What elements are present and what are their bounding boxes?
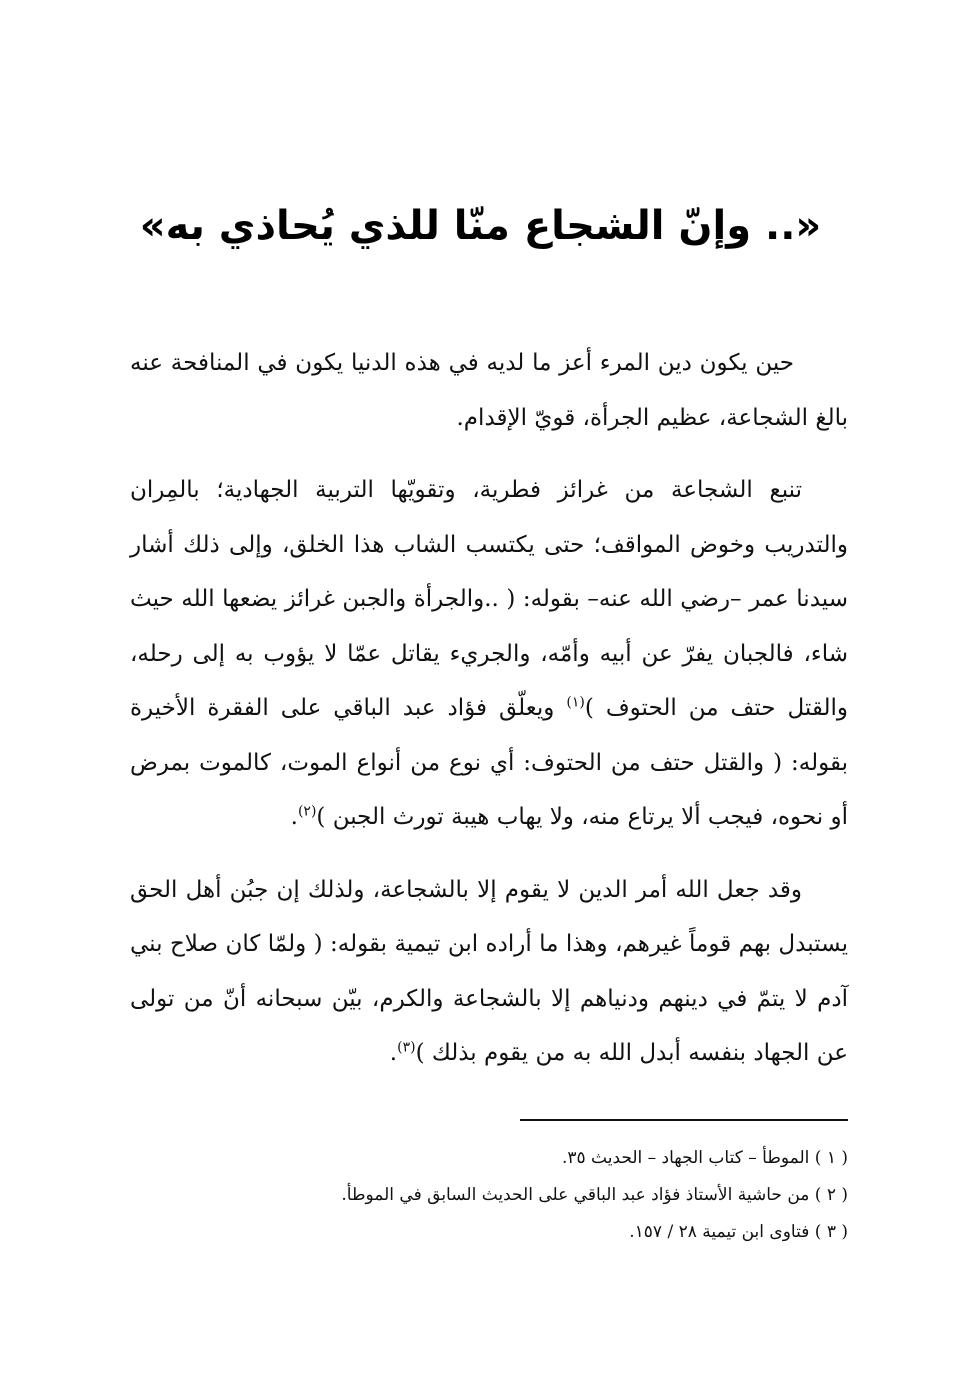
footnote-divider: [520, 1119, 848, 1121]
paragraph-1: [130, 336, 848, 445]
footnote-ref-2: (٢): [297, 803, 317, 820]
footnotes: [130, 1140, 848, 1251]
footnote-3: ( ٣ ) فتاوى ابن تيمية ٢٨ / ١٥٧.: [629, 1222, 848, 1242]
paragraph-2-text-a: تنبع الشجاعة من غرائز فطرية، وتقويّها التربية الجهادية؛ بالمِران والتدريب وخوض المواقف؛ حتى يكتسب الشاب هذا الخلق، وإلى ذلك أشار سيدنا عمر –رضي الله عنه– بقوله: ( ..والجرأة والجبن غرائز يضعها الله حيث شاء، فالجبان يفرّ عن أبيه وأمّه، والجريء يقاتل عمّا لا يؤوب به إلى رحله، والقتل حتف من الحتوف ): [130, 477, 848, 721]
paragraph-1-text: حين يكون دين المرء أعز ما لديه في هذه الدنيا يكون في المنافحة عنه بالغ الشجاعة، عظيم الجرأة، قويّ الإقدام.: [130, 350, 848, 431]
footnote-2: ( ٢ ) من حاشية الأستاذ فؤاد عبد الباقي على الحديث السابق في الموطأ.: [341, 1185, 848, 1205]
paragraph-2: [130, 463, 848, 845]
footnote-1: ( ١ ) الموطأ – كتاب الجهاد – الحديث ٣٥.: [561, 1148, 848, 1168]
footnote-ref-3: (٣): [397, 1039, 416, 1056]
paragraph-2-text-b: ويعلّق فؤاد عبد الباقي على الفقرة الأخيرة بقوله: ( والقتل حتف من الحتوف: أي نوع من أنواع الموت، كالموت بمرض أو نحوه، فيجب ألا يرتاع منه، ولا يهاب هيبة تورث الجبن ): [130, 695, 848, 830]
chapter-title: «.. وإنّ الشجاع منّا للذي يُحاذي به»: [139, 203, 822, 249]
paragraph-3-text-b: .: [389, 1040, 398, 1066]
paragraph-3: [130, 863, 848, 1081]
paragraph-2-text-c: .: [290, 804, 298, 830]
footnote-ref-1: (١): [566, 694, 585, 711]
paragraph-3-text-a: وقد جعل الله أمر الدين لا يقوم إلا بالشجاعة، ولذلك إن جبُن أهل الحق يستبدل بهم قوماً غيرهم، وهذا ما أراده ابن تيمية بقوله: ( ولمّا كان صلاح بني آدم لا يتمّ في دينهم ودنياهم إلا بالشجاعة والكرم، بيّن سبحانه أنّ من تولى عن الجهاد بنفسه أبدل الله به من يقوم بذلك ): [130, 876, 848, 1066]
body-text: [130, 336, 848, 1099]
